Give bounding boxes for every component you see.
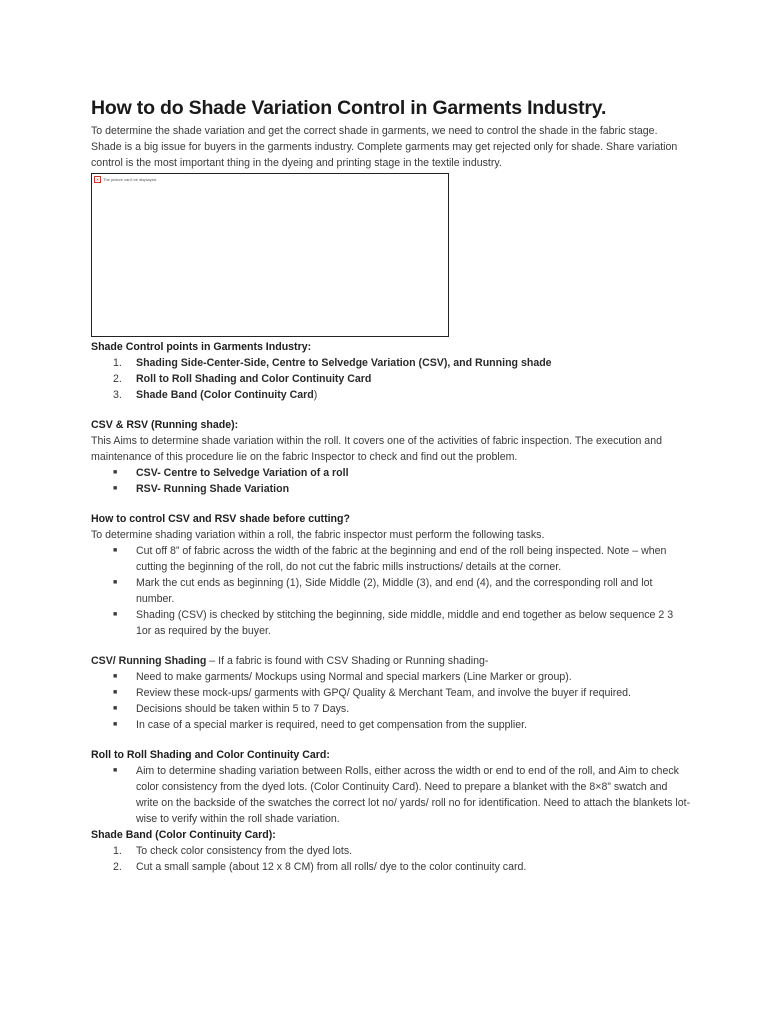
roll-to-roll-heading: Roll to Roll Shading and Color Continuity Card:	[91, 749, 330, 761]
csv-rsv-heading: CSV & RSV (Running shade):	[91, 419, 239, 431]
list-number: 3.	[113, 389, 122, 401]
control-csv-list	[91, 543, 691, 639]
list-text: RSV- Running Shade Variation	[136, 483, 290, 495]
running-shading-list	[91, 669, 691, 733]
list-text: To check color consistency from the dyed lots.	[136, 845, 353, 857]
page-title: How to do Shade Variation Control in Garments Industry.	[91, 97, 607, 119]
csv-rsv-list	[91, 465, 691, 497]
list-text: In case of a special marker is required, need to get compensation from the supplier.	[136, 719, 528, 731]
list-item	[91, 371, 691, 387]
control-csv-heading: How to control CSV and RSV shade before cutting?	[91, 513, 350, 525]
bullet-icon: ■	[113, 705, 118, 712]
running-shading-text: – If a fabric is found with CSV Shading or Running shading-	[206, 655, 489, 667]
roll-to-roll-list	[91, 763, 691, 827]
list-item	[91, 465, 691, 481]
csv-rsv-body: This Aims to determine shade variation within the roll. It covers one of the activities of fabric inspection. The execution and maintenance of this procedure lie on the fabric Inspector to check and find out the problem.	[91, 435, 662, 463]
bullet-icon: ■	[113, 611, 118, 618]
intro-paragraph: To determine the shade variation and get the correct shade in garments, we need to control the shade in the fabric stage. Shade is a big issue for buyers in the garments industry. Complete garments may get rejected only for shade. Share variation control is the most important thing in the dyeing and printing stage in the textile industry.	[91, 125, 678, 169]
list-item	[91, 481, 691, 497]
list-number: 1.	[113, 357, 122, 369]
shade-band-list	[91, 843, 691, 875]
control-points-list	[91, 355, 691, 403]
shade-band-heading: Shade Band (Color Continuity Card):	[91, 829, 276, 841]
list-text: Decisions should be taken within 5 to 7 Days.	[136, 703, 350, 715]
list-item	[91, 543, 691, 575]
image-placeholder	[91, 173, 449, 337]
list-text-rest: )	[313, 389, 318, 401]
document-page	[91, 96, 691, 875]
list-item	[91, 685, 691, 701]
list-item	[91, 355, 691, 371]
bullet-icon: ■	[113, 485, 118, 492]
bullet-icon: ■	[113, 767, 118, 774]
bullet-icon: ■	[113, 469, 118, 476]
list-item	[91, 843, 691, 859]
list-text: Cut off 8” of fabric across the width of the fabric at the beginning and end of the roll being inspected. Note – when cutting the beginning of the roll, do not cut the fabric mills instructions/ details at the corner.	[136, 545, 667, 573]
running-shading-lead	[91, 653, 691, 669]
bullet-icon: ■	[113, 721, 118, 728]
list-item	[91, 859, 691, 875]
list-item	[91, 607, 691, 639]
list-text: Review these mock-ups/ garments with GPQ/ Quality & Merchant Team, and involve the buyer if required.	[136, 687, 631, 699]
list-number: 1.	[113, 845, 122, 857]
list-text: Roll to Roll Shading and Color Continuity Card	[136, 373, 372, 385]
bullet-icon: ■	[113, 673, 118, 680]
list-number: 2.	[113, 373, 122, 385]
list-item	[91, 387, 691, 403]
list-text: Shade Band (Color Continuity Card	[136, 389, 314, 401]
list-item	[91, 717, 691, 733]
bullet-icon: ■	[113, 689, 118, 696]
broken-image-text: The picture can't be displayed.	[103, 177, 158, 182]
list-text: Aim to determine shading variation between Rolls, either across the width or end to end of the roll, and Aim to check color consistency from the dyed lots. (Color Continuity Card). Need to prepare a blanket with the 8×8” swatch and write on the backside of the swatches the correct lot no/ yards/ roll no for identification. Need to attach the blankets lot-wise to verify within the roll shade variation.	[136, 765, 691, 825]
list-text: Mark the cut ends as beginning (1), Side Middle (2), Middle (3), and end (4), and the corresponding roll and lot number.	[136, 577, 653, 605]
list-number: 2.	[113, 861, 122, 873]
list-item	[91, 701, 691, 717]
control-points-heading: Shade Control points in Garments Industry:	[91, 341, 312, 353]
list-item	[91, 669, 691, 685]
running-shading-label: CSV/ Running Shading	[91, 655, 207, 667]
bullet-icon: ■	[113, 547, 118, 554]
list-text: Need to make garments/ Mockups using Normal and special markers (Line Marker or group).	[136, 671, 572, 683]
control-csv-body: To determine shading variation within a roll, the fabric inspector must perform the following tasks.	[91, 529, 545, 541]
broken-image-icon: ✕	[95, 177, 100, 182]
list-text: Shading (CSV) is checked by stitching the beginning, side middle, middle and end together as below sequence 2 3 1or as required by the buyer.	[136, 609, 674, 637]
list-text: Cut a small sample (about 12 x 8 CM) from all rolls/ dye to the color continuity card.	[136, 861, 527, 873]
list-item	[91, 575, 691, 607]
bullet-icon: ■	[113, 579, 118, 586]
broken-image	[94, 176, 157, 183]
list-text: CSV- Centre to Selvedge Variation of a roll	[136, 467, 349, 479]
list-item	[91, 763, 691, 827]
list-text: Shading Side-Center-Side, Centre to Selvedge Variation (CSV), and Running shade	[136, 357, 552, 369]
